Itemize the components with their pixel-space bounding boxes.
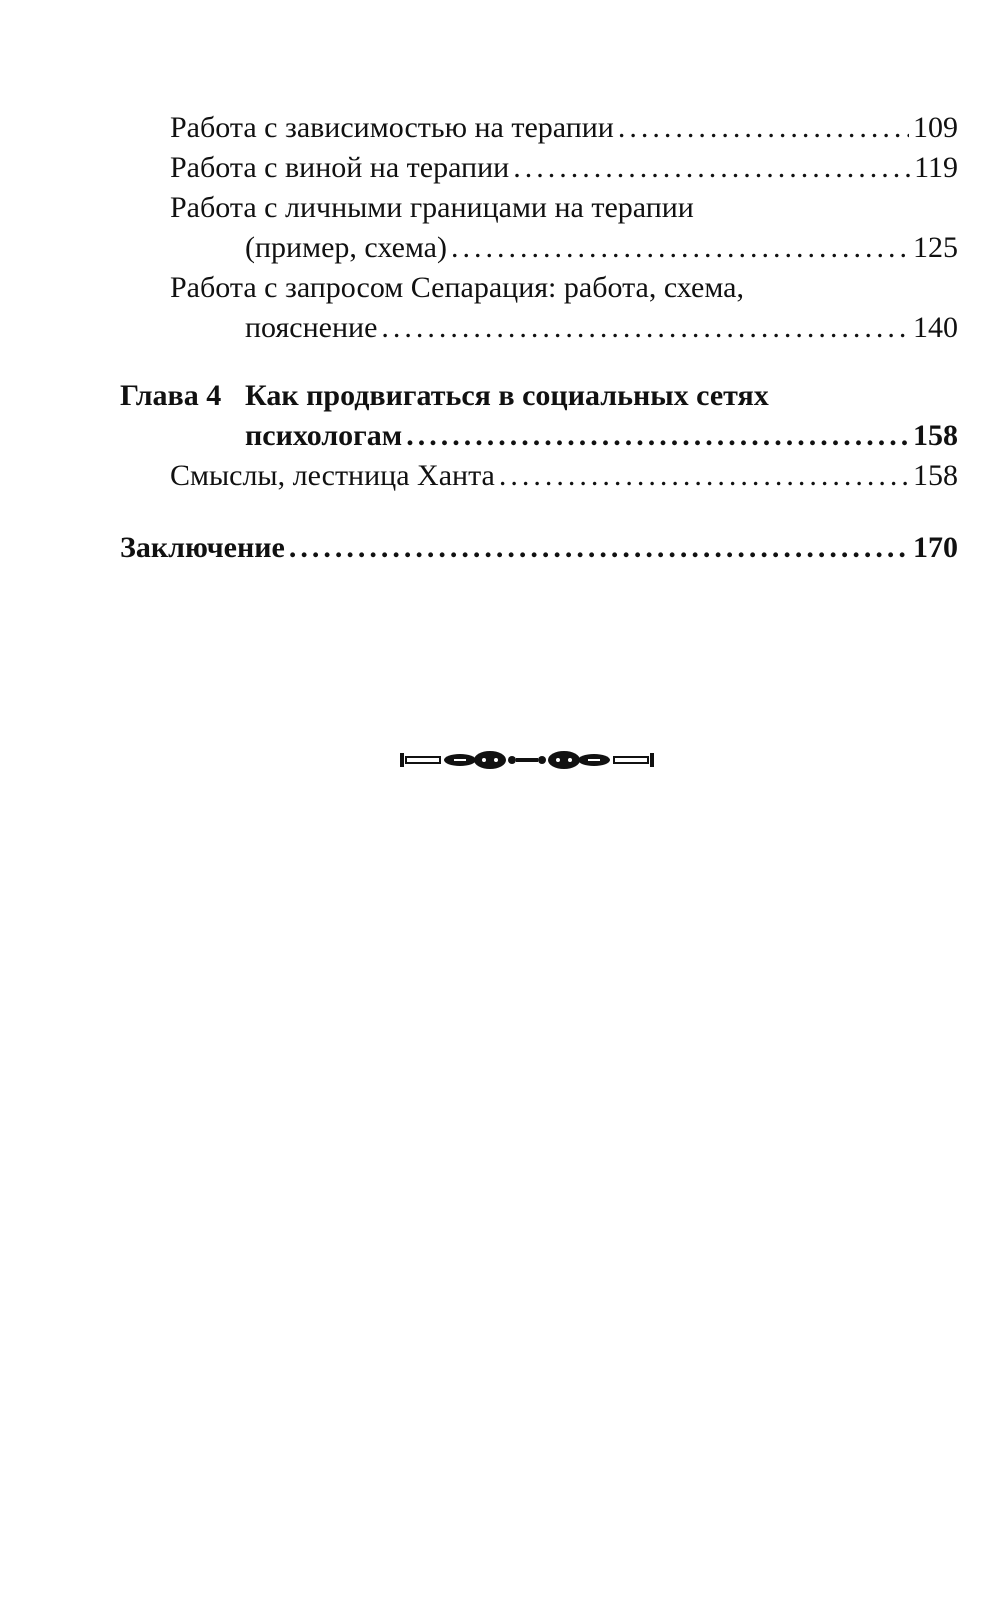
dot-leader xyxy=(499,456,909,496)
chapter-heading xyxy=(120,376,958,416)
toc-entry-page: 119 xyxy=(914,151,958,184)
dot-leader xyxy=(406,416,909,456)
toc-entry-title: Смыслы, лестница Ханта xyxy=(170,459,495,492)
toc-entry xyxy=(120,108,958,148)
toc-entry-page: 158 xyxy=(913,459,958,492)
toc-entry-title-line2: (пример, схема) xyxy=(245,231,447,264)
toc-entry xyxy=(120,148,958,188)
dot-leader xyxy=(451,228,909,268)
toc-entry xyxy=(120,308,958,348)
chapter-page: 158 xyxy=(913,419,958,452)
toc-entry-title-line1: Работа с запросом Сепарация: работа, схема, xyxy=(170,271,744,304)
toc-entry-title-line2: пояснение xyxy=(245,311,378,344)
conclusion-title: Заключение xyxy=(120,531,285,564)
dot-leader xyxy=(289,528,909,568)
toc-entry-title: Работа с зависимостью на терапии xyxy=(170,111,614,144)
conclusion-page: 170 xyxy=(913,531,958,564)
chapter-title-line2: психологам xyxy=(245,419,403,452)
toc-entry-page: 109 xyxy=(913,111,958,144)
chapter-label: Глава 4 xyxy=(120,379,222,412)
toc-entry-title: Работа с виной на терапии xyxy=(170,151,510,184)
decorative-ornament-icon xyxy=(398,748,656,772)
toc-entry xyxy=(120,416,958,456)
table-of-contents xyxy=(120,108,958,568)
dot-leader xyxy=(381,308,909,348)
toc-entry xyxy=(120,228,958,268)
dot-leader xyxy=(513,148,910,188)
toc-entry xyxy=(120,456,958,496)
chapter-title-line1: Как продвигаться в социальных сетях xyxy=(245,379,769,412)
toc-entry-conclusion xyxy=(120,528,958,568)
dot-leader xyxy=(618,108,909,148)
toc-entry-page: 140 xyxy=(913,311,958,344)
toc-entry-title-line1: Работа с личными границами на терапии xyxy=(170,191,694,224)
toc-entry-page: 125 xyxy=(913,231,958,264)
chapter-4-block xyxy=(120,376,958,496)
